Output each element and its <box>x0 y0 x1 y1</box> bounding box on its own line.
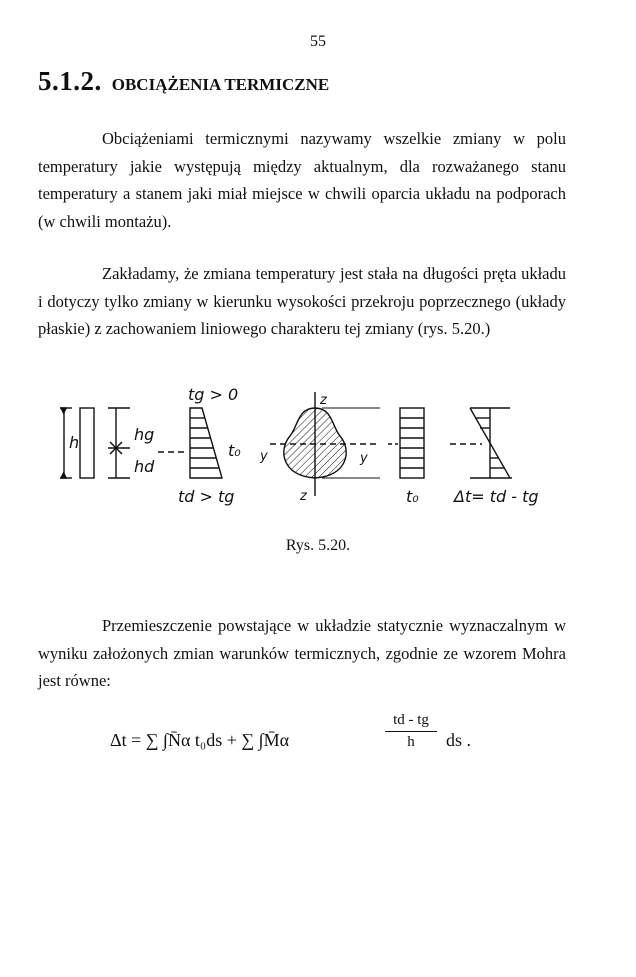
label-hg: hg <box>134 425 155 444</box>
label-z-bottom: z <box>300 489 307 504</box>
label-hd: hd <box>134 457 155 476</box>
label-t0-mid: t₀ <box>228 441 241 460</box>
label-h: h <box>69 433 80 452</box>
label-td-gt-tg: td > tg <box>178 487 235 506</box>
formula-fraction <box>385 712 437 751</box>
label-t0-bottom: t₀ <box>406 487 419 506</box>
paragraph-definition: Obciążeniami termicznymi nazywamy wszelkie zmiany w polu temperatury jakie występują między aktualnym, dla rozważanego stanu temperatury a stanem jaki miał miejsce w chwili oparcia układu na podporach (w chwili montażu). <box>38 129 566 231</box>
page-number: 55 <box>310 33 326 50</box>
formula-numerator: td - tg <box>385 712 437 732</box>
mohra-formula <box>110 712 510 772</box>
delta-temperature <box>450 408 512 478</box>
label-tg-gt-0: tg > 0 <box>188 385 239 404</box>
label-y-right: y <box>360 451 368 466</box>
uniform-temperature <box>388 408 424 478</box>
formula-denominator: h <box>407 734 415 750</box>
figure-5-20 <box>50 378 570 513</box>
height-dimensions <box>108 408 130 478</box>
formula-lhs: Δt = ∑ ∫N̄α t₀ds + ∑ ∫M̄α <box>110 730 290 750</box>
label-y-left: y <box>260 449 268 464</box>
section-title: OBCIĄŻENIA TERMICZNE <box>111 75 330 94</box>
formula-tail: ds . <box>446 730 472 750</box>
paragraph-assumption: Zakładamy, że zmiana temperatury jest stała na długości pręta układu i dotyczy tylko zmiany w kierunku wysokości przekroju poprzecznego (układy płaskie) z zachowaniem liniowego charakteru tej zmiany (rys. 5.20.) <box>38 264 566 338</box>
section-heading <box>38 66 329 97</box>
section-number: 5.1.2. <box>38 66 102 96</box>
figure-caption: Rys. 5.20. <box>285 537 351 554</box>
paragraph-displacement: Przemieszczenie powstające w układzie statycznie wyznaczalnym w wyniku założonych zmian warunków termicznych, zgodnie ze wzorem Mohra jest równe: <box>38 616 566 690</box>
temperature-distribution <box>158 408 222 478</box>
label-z-top: z <box>320 393 327 408</box>
label-delta-t: Δt= td - tg <box>454 487 539 506</box>
